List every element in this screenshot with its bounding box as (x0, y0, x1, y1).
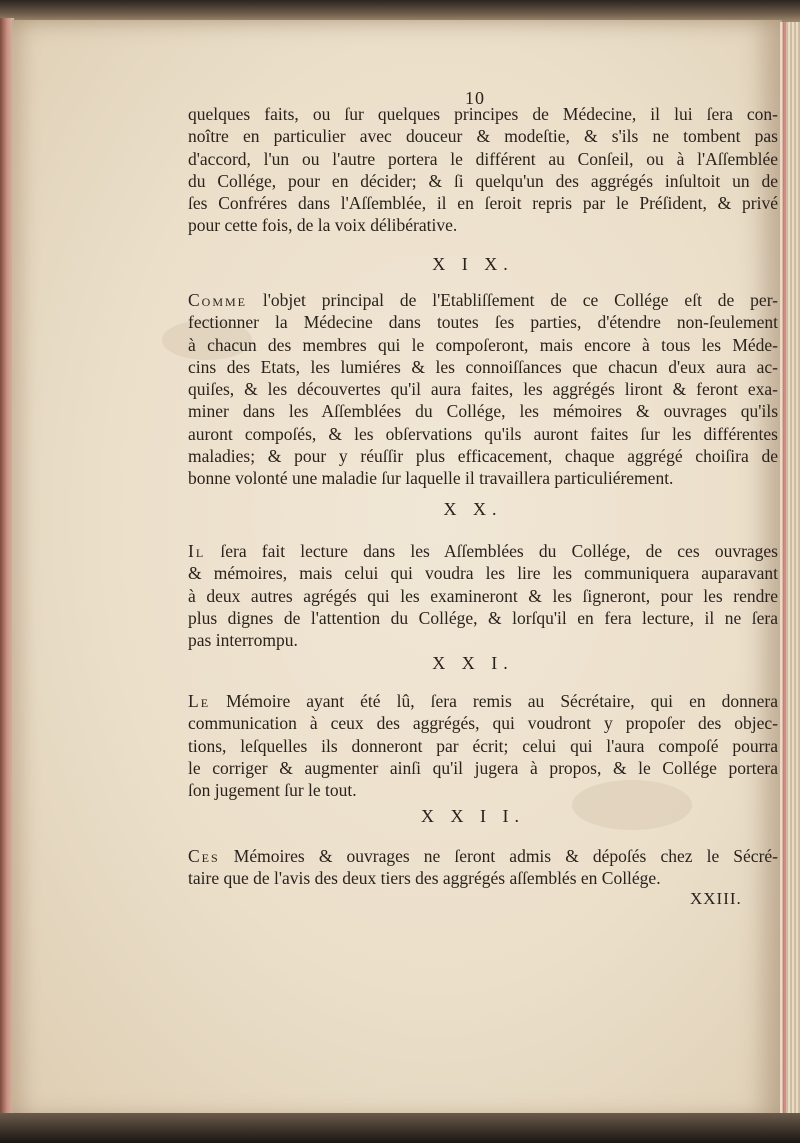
text-line: ſes Confréres dans l'Aſſemblée, il en ſeroit repris par le Préſident, & privé (188, 193, 778, 214)
text-line: l'objet principal de l'Etabliſſement de ce Collége eſt de per- (247, 290, 778, 310)
text-line: Mémoire ayant été lû, ſera remis au Sécrétaire, qui en donnera (210, 691, 778, 711)
section-paragraph (188, 289, 778, 490)
text-line: fectionner la Médecine dans toutes ſes parties, d'étendre non-ſeulement (188, 312, 778, 333)
book-bottom-edge (0, 1113, 800, 1143)
intro-paragraph (188, 103, 778, 237)
section-paragraph (188, 845, 778, 890)
text-line: à deux autres agrégés qui les examineront & les ſigneront, pour les rendre (188, 585, 778, 606)
book-top-edge (0, 0, 800, 22)
text-line: le corriger & augmenter ainſi qu'il jugera à propos, & le Collége portera (188, 757, 778, 778)
section-lead-word: Comme (188, 290, 248, 310)
text-line: Mémoires & ouvrages ne ſeront admis & dépoſés chez le Sécré- (219, 846, 778, 866)
text-line: taire que de l'avis des deux tiers des aggrégés aſſemblés en Collége. (188, 868, 661, 889)
text-line: cins des Etats, les lumiéres & les connoiſſances que chacun d'eux aura ac- (188, 356, 778, 377)
section-heading: X X I I. (421, 806, 525, 826)
text-line: ſon jugement ſur le tout. (188, 780, 357, 801)
text-line: & mémoires, mais celui qui voudra les lire les communiquera auparavant (188, 563, 778, 584)
text-line: pas interrompu. (188, 630, 298, 651)
text-line: quiſes, & les découvertes qu'il aura faites, les aggrégés liront & feront exa- (188, 379, 778, 400)
text-line: tions, leſquelles ils donneront par écrit; celui qui l'aura compoſé pourra (188, 735, 778, 756)
section-lead-word: Le (188, 691, 211, 711)
text-line: du Collége, pour en décider; & ſi quelqu'un des aggrégés inſultoit un de (188, 170, 778, 191)
text-line: d'accord, l'un ou l'autre portera le différent au Conſeil, ou à l'Aſſemblée (188, 148, 778, 169)
section-lead-word: Il (188, 541, 206, 561)
text-line: communication à ceux des aggrégés, qui voudront y propoſer des objec- (188, 713, 778, 734)
text-line: plus dignes de l'attention du Collége, & lorſqu'il en fera lecture, il ne ſera (188, 607, 778, 628)
text-line: ſera fait lecture dans les Aſſemblées du Collége, de ces ouvrages (205, 541, 778, 561)
text-line: à chacun des membres qui le compoſeront, mais encore à tous les Méde- (188, 334, 778, 355)
page-number: 10 (465, 88, 485, 108)
text-line: auront compoſés, & les obſervations qu'ils auront faites ſur les différentes (188, 423, 778, 444)
text-line: noître en particulier avec douceur & modeſtie, & s'ils ne tombent pas (188, 126, 778, 147)
text-line: bonne volonté une maladie ſur laquelle il travaillera particuliérement. (188, 468, 674, 489)
section-paragraph (188, 690, 778, 801)
section-heading: X I X. (432, 254, 514, 274)
section-heading: X X I. (432, 653, 514, 673)
catchword: XXIII. (690, 889, 742, 908)
section-heading: X X. (443, 499, 503, 519)
section-paragraph (188, 540, 778, 651)
text-line: maladies; & pour y réuſſir plus efficacement, chaque aggrégé choiſira de (188, 446, 778, 467)
text-line: pour cette fois, de la voix délibérative. (188, 215, 458, 236)
text-line: miner dans les Aſſemblées du Collége, les mémoires & ouvrages qu'ils (188, 401, 778, 422)
text-line: quelques faits, ou ſur quelques principes de Médecine, il lui ſera con- (188, 104, 778, 124)
section-lead-word: Ces (188, 846, 220, 866)
red-page-edge (783, 22, 786, 1118)
